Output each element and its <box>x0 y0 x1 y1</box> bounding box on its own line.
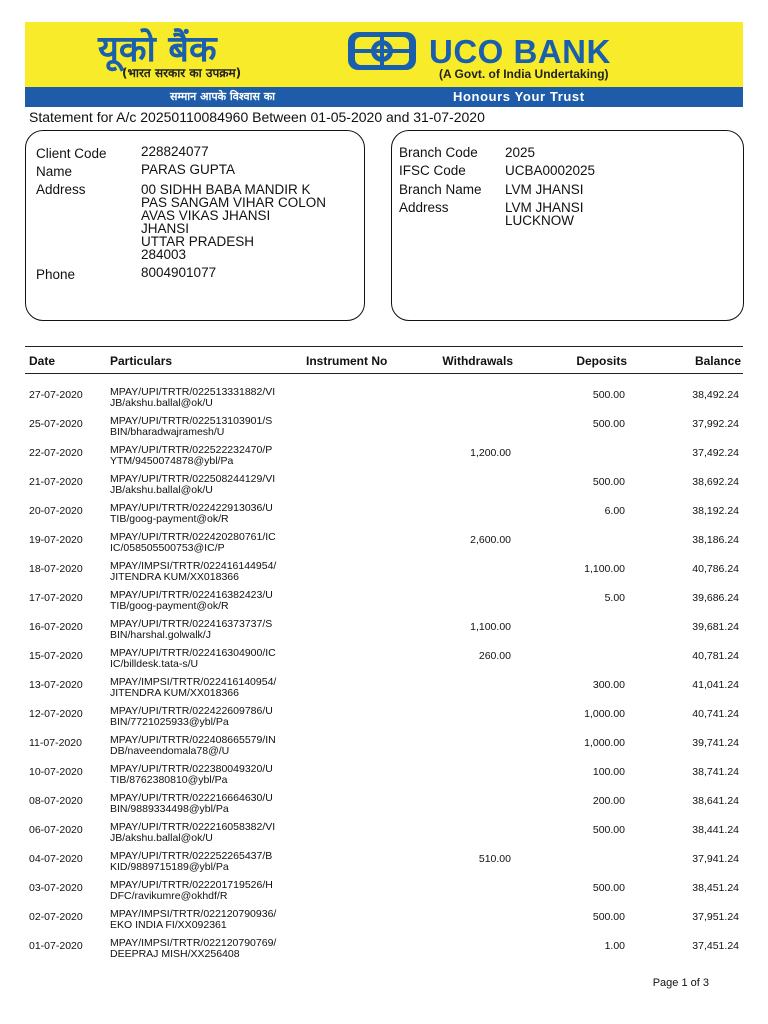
cell-deposit: 300.00 <box>592 679 625 691</box>
client-name-value: PARAS GUPTA <box>141 162 236 177</box>
cell-date: 21-07-2020 <box>29 476 83 488</box>
cell-date: 01-07-2020 <box>29 940 83 952</box>
cell-deposit: 500.00 <box>592 824 625 836</box>
cell-balance: 37,951.24 <box>692 911 739 923</box>
table-row <box>0 706 768 735</box>
table-row <box>0 851 768 880</box>
table-row <box>0 619 768 648</box>
cell-particulars: MPAY/IMPSI/TRTR/022120790936/ EKO INDIA FI/XX092361 <box>110 908 277 931</box>
cell-withdrawal: 1,200.00 <box>470 447 511 459</box>
cell-date: 19-07-2020 <box>29 534 83 546</box>
cell-balance: 39,686.24 <box>692 592 739 604</box>
cell-balance: 38,641.24 <box>692 795 739 807</box>
cell-deposit: 500.00 <box>592 476 625 488</box>
table-row <box>0 793 768 822</box>
cell-particulars: MPAY/UPI/TRTR/022416382423/U TIB/goog-payment@ok/R <box>110 589 273 612</box>
table-row <box>0 909 768 938</box>
cell-particulars: MPAY/UPI/TRTR/022422609786/U BIN/7721025933@ybl/Pa <box>110 705 273 728</box>
cell-particulars: MPAY/UPI/TRTR/022513103901/S BIN/bharadwajramesh/U <box>110 415 273 438</box>
table-row <box>0 474 768 503</box>
table-row <box>0 822 768 851</box>
client-address-line: 00 SIDHH BABA MANDIR K <box>141 182 311 197</box>
table-header-rule <box>25 373 743 374</box>
cell-date: 04-07-2020 <box>29 853 83 865</box>
client-address-line: JHANSI <box>141 221 190 236</box>
table-row <box>0 735 768 764</box>
branch-name-value: LVM JHANSI <box>505 182 584 197</box>
tagline-english: Honours Your Trust <box>453 89 585 104</box>
col-header-date: Date <box>29 354 56 368</box>
cell-deposit: 5.00 <box>604 592 625 604</box>
cell-deposit: 200.00 <box>592 795 625 807</box>
cell-withdrawal: 510.00 <box>478 853 511 865</box>
cell-date: 10-07-2020 <box>29 766 83 778</box>
cell-particulars: MPAY/UPI/TRTR/022416373737/S BIN/harshal.golwalk/J <box>110 618 273 641</box>
cell-date: 16-07-2020 <box>29 621 83 633</box>
uco-emblem-icon <box>347 31 417 71</box>
cell-balance: 39,741.24 <box>692 737 739 749</box>
cell-date: 20-07-2020 <box>29 505 83 517</box>
branch-address-label: Address <box>399 200 449 215</box>
table-row <box>0 387 768 416</box>
cell-particulars: MPAY/UPI/TRTR/022408665579/IN DB/naveendomala78@/U <box>110 734 276 757</box>
table-row <box>0 590 768 619</box>
table-row <box>0 938 768 967</box>
cell-particulars: MPAY/UPI/TRTR/022380049320/U TIB/8762380810@ybl/Pa <box>110 763 273 786</box>
cell-particulars: MPAY/UPI/TRTR/022252265437/B KID/9889715189@ybl/Pa <box>110 850 273 873</box>
cell-deposit: 1.00 <box>604 940 625 952</box>
cell-particulars: MPAY/UPI/TRTR/022522232470/P YTM/9450074878@ybl/Pa <box>110 444 273 467</box>
cell-particulars: MPAY/UPI/TRTR/022416304900/IC IC/billdesk.tata-s/U <box>110 647 276 670</box>
cell-particulars: MPAY/UPI/TRTR/022422913036/U TIB/goog-payment@ok/R <box>110 502 273 525</box>
cell-balance: 38,692.24 <box>692 476 739 488</box>
col-header-balance: Balance <box>694 354 741 368</box>
cell-date: 18-07-2020 <box>29 563 83 575</box>
cell-particulars: MPAY/IMPSI/TRTR/022120790769/ DEEPRAJ MISH/XX256408 <box>110 937 277 960</box>
client-code-label: Client Code <box>36 146 107 161</box>
cell-balance: 37,492.24 <box>692 447 739 459</box>
table-row <box>0 503 768 532</box>
statement-title: Statement for A/c 20250110084960 Between 01-05-2020 and 31-07-2020 <box>29 109 485 125</box>
table-row <box>0 677 768 706</box>
cell-deposit: 500.00 <box>592 389 625 401</box>
client-address-line: AVAS VIKAS JHANSI <box>141 208 271 223</box>
cell-particulars: MPAY/UPI/TRTR/022216664630/U BIN/9889334498@ybl/Pa <box>110 792 273 815</box>
cell-balance: 38,192.24 <box>692 505 739 517</box>
client-phone-value: 8004901077 <box>141 265 217 280</box>
cell-date: 12-07-2020 <box>29 708 83 720</box>
client-address-line: 284003 <box>141 247 187 262</box>
cell-balance: 38,441.24 <box>692 824 739 836</box>
col-header-withdrawals: Withdrawals <box>442 354 513 368</box>
cell-deposit: 1,000.00 <box>584 708 625 720</box>
cell-deposit: 500.00 <box>592 911 625 923</box>
col-header-deposits: Deposits <box>576 354 627 368</box>
branch-name-label: Branch Name <box>399 182 482 197</box>
cell-balance: 41,041.24 <box>692 679 739 691</box>
cell-date: 17-07-2020 <box>29 592 83 604</box>
col-header-particulars: Particulars <box>110 354 173 368</box>
cell-withdrawal: 260.00 <box>478 650 511 662</box>
cell-deposit: 500.00 <box>592 882 625 894</box>
ifsc-code-value: UCBA0002025 <box>505 163 596 178</box>
cell-balance: 38,492.24 <box>692 389 739 401</box>
cell-balance: 38,741.24 <box>692 766 739 778</box>
cell-balance: 40,781.24 <box>692 650 739 662</box>
cell-balance: 38,186.24 <box>692 534 739 546</box>
table-row <box>0 880 768 909</box>
cell-balance: 37,941.24 <box>692 853 739 865</box>
cell-particulars: MPAY/IMPSI/TRTR/022416140954/ JITENDRA KUM/XX018366 <box>110 676 277 699</box>
table-top-rule <box>25 346 743 347</box>
cell-date: 11-07-2020 <box>29 737 82 749</box>
cell-withdrawal: 2,600.00 <box>470 534 511 546</box>
branch-address-line: LVM JHANSI <box>505 200 584 215</box>
branch-code-label: Branch Code <box>399 145 478 160</box>
cell-particulars: MPAY/UPI/TRTR/022420280761/IC IC/058505500753@IC/P <box>110 531 276 554</box>
col-header-instrument: Instrument No <box>306 354 388 368</box>
cell-balance: 37,992.24 <box>692 418 739 430</box>
cell-deposit: 100.00 <box>592 766 625 778</box>
cell-date: 06-07-2020 <box>29 824 83 836</box>
cell-date: 13-07-2020 <box>29 679 83 691</box>
branch-code-value: 2025 <box>505 145 536 160</box>
cell-deposit: 6.00 <box>604 505 625 517</box>
client-name-label: Name <box>36 164 73 179</box>
cell-balance: 40,786.24 <box>692 563 739 575</box>
cell-deposit: 1,100.00 <box>584 563 625 575</box>
branch-address-line: LUCKNOW <box>505 213 575 228</box>
table-row <box>0 764 768 793</box>
table-row <box>0 445 768 474</box>
cell-balance: 37,451.24 <box>692 940 739 952</box>
client-address-line: PAS SANGAM VIHAR COLON <box>141 195 327 210</box>
table-row <box>0 416 768 445</box>
client-code-value: 228824077 <box>141 144 209 159</box>
cell-balance: 39,681.24 <box>692 621 739 633</box>
cell-particulars: MPAY/UPI/TRTR/022201719526/H DFC/ravikumre@okhdf/R <box>110 879 273 902</box>
tagline-hindi: सम्मान आपके विश्वास का <box>170 90 276 103</box>
cell-deposit: 500.00 <box>592 418 625 430</box>
client-address-line: UTTAR PRADESH <box>141 234 255 249</box>
cell-particulars: MPAY/UPI/TRTR/022513331882/VI JB/akshu.ballal@ok/U <box>110 386 276 409</box>
cell-deposit: 1,000.00 <box>584 737 625 749</box>
table-row <box>0 648 768 677</box>
cell-date: 27-07-2020 <box>29 389 83 401</box>
table-row <box>0 561 768 590</box>
tagline-bar <box>25 87 743 107</box>
ifsc-code-label: IFSC Code <box>399 163 466 178</box>
page-number: Page 1 of 3 <box>652 977 709 989</box>
cell-withdrawal: 1,100.00 <box>470 621 511 633</box>
client-phone-label: Phone <box>36 267 76 282</box>
cell-balance: 38,451.24 <box>692 882 739 894</box>
cell-date: 25-07-2020 <box>29 418 83 430</box>
cell-date: 02-07-2020 <box>29 911 83 923</box>
cell-particulars: MPAY/IMPSI/TRTR/022416144954/ JITENDRA KUM/XX018366 <box>110 560 277 583</box>
cell-date: 08-07-2020 <box>29 795 83 807</box>
bank-name-hindi: यूको बैंक <box>98 29 217 70</box>
cell-balance: 40,741.24 <box>692 708 739 720</box>
cell-date: 03-07-2020 <box>29 882 83 894</box>
bank-subtitle-hindi: (भारत सरकार का उपक्रम) <box>122 66 242 80</box>
client-address-label: Address <box>36 182 86 197</box>
cell-date: 15-07-2020 <box>29 650 83 662</box>
cell-particulars: MPAY/UPI/TRTR/022216058382/VI JB/akshu.ballal@ok/U <box>110 821 276 844</box>
cell-date: 22-07-2020 <box>29 447 83 459</box>
table-row <box>0 532 768 561</box>
cell-particulars: MPAY/UPI/TRTR/022508244129/VI JB/akshu.ballal@ok/U <box>110 473 276 496</box>
bank-subtitle-english: (A Govt. of India Undertaking) <box>439 67 609 81</box>
bank-name-english: UCO BANK <box>429 33 611 70</box>
